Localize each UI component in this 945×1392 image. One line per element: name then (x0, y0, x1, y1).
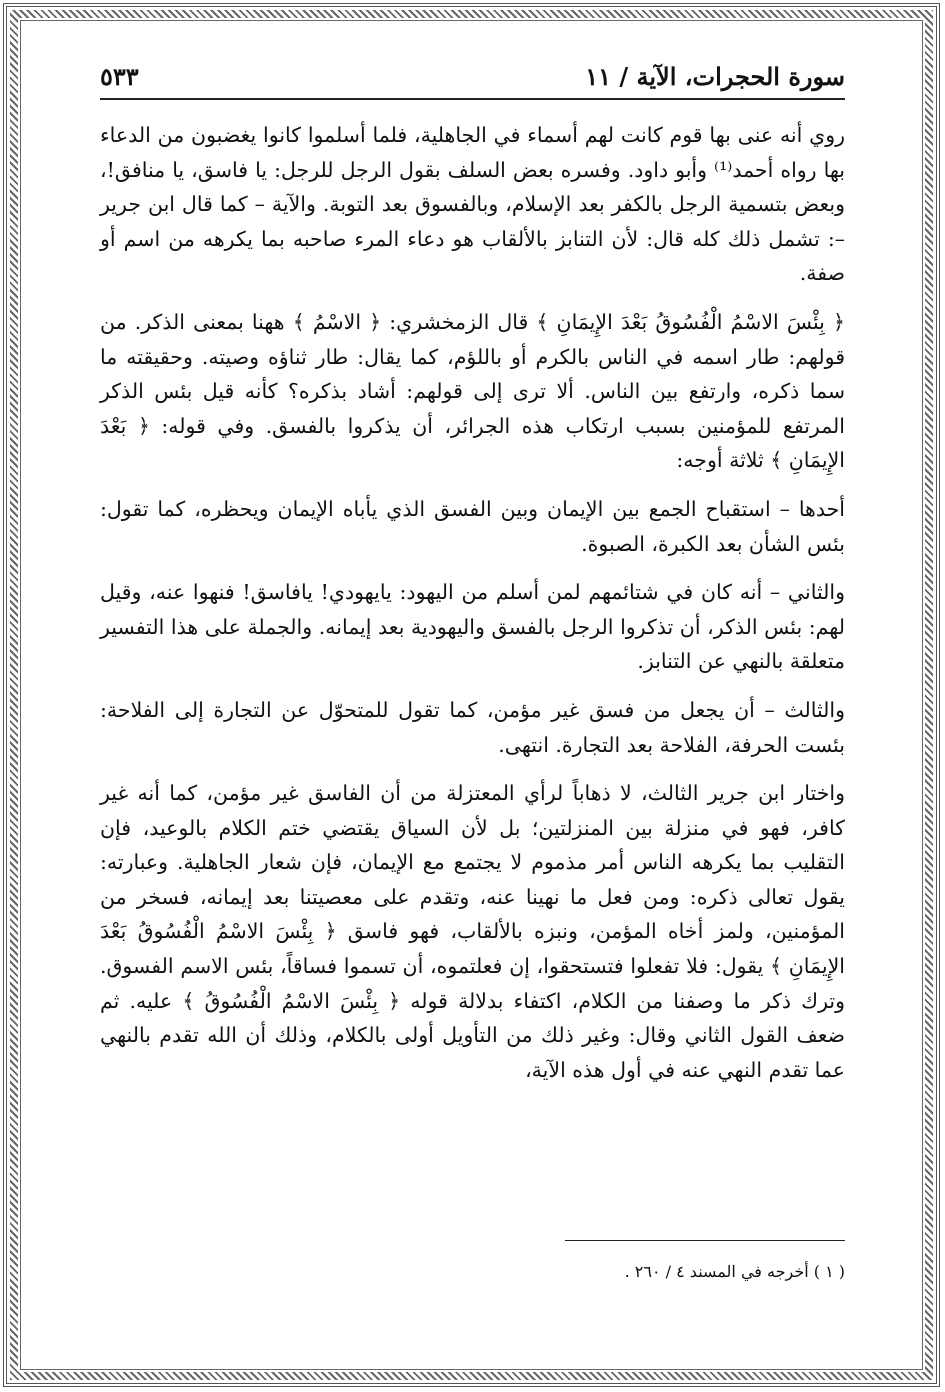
paragraph-5: والثالث – أن يجعل من فسق غير مؤمن، كما تقول للمتحوّل عن التجارة إلى الفلاحة: بئست الحرفة، الفلاحة بعد التجارة. انتهى. (100, 697, 845, 757)
paragraph-4: والثاني – أنه كان في شتائمهم لمن أسلم من اليهود: يايهودي! يافاسق! فنهوا عنه، وقيل لهم: بئس الذكر، أن تذكروا الرجل بالفسق واليهودية بعد إيمانه. والجملة على هذا التفسير متعلقة بالنهي عن التنابز. (100, 580, 845, 674)
paragraph-3: أحدها – استقباح الجمع بين الإيمان وبين الفسق الذي يأباه الإيمان ويحظره، كما تقول: بئس الشأن بعد الكبرة، الصبوة. (100, 496, 845, 556)
paragraph-6: واختار ابن جرير الثالث، لا ذهاباً لرأي المعتزلة من أن الفاسق غير مؤمن، كما أنه غير كافر، فهو في منزلة بين المنزلتين؛ بل لأن السياق يقتضي ختم الكلام بالوعيد، فإن التقليب بما يكرهه الناس أمر مذموم لا يجتمع مع الإيمان، فإن شعار الجاهلية. وعبارته: يقول تعالى ذكره: ومن فعل ما نهينا عنه، وتقدم على معصيتنا بعد إيمانه، فسخر من المؤمنين، ولمز أخاه المؤمن، ونبزه بالألقاب، فهو فاسق ﴿ بِئْسَ الاسْمُ الْفُسُوقُ بَعْدَ الإِيمَانِ ﴾ يقول: فلا تفعلوا فتستحقوا، إن فعلتموه، أن تسموا فساقاً، بئس الاسم الفسوق. وترك ذكر ما وصفنا من الكلام، اكتفاء بدلالة قوله ﴿ بِئْسَ الاسْمُ الْفُسُوقُ ﴾ عليه. ثم ضعف القول الثاني وقال: وغير ذلك من التأويل أولى بالكلام، وذلك أن الله تقدم بالنهي عما تقدم النهي عنه في أول هذه الآية، (100, 781, 845, 1082)
page-number: ٥٣٣ (100, 62, 139, 91)
footnote: ( ١ ) أخرجه في المسند ٤ / ٢٦٠ . (624, 1262, 845, 1281)
page-header (100, 58, 845, 100)
paragraph-1: روي أنه عنى بها قوم كانت لهم أسماء في الجاهلية، فلما أسلموا كانوا يغضبون من الدعاء بها رواه أحمد⁽¹⁾ وأبو داود. وفسره بعض السلف بقول الرجل للرجل: يا فاسق، يا منافق!، وبعض بتسمية الرجل بالكفر بعد الإسلام، وبالفسوق بعد التوبة. والآية – كما قال ابن جرير –: تشمل ذلك كله قال: لأن التنابز بالألقاب هو دعاء المرء صاحبه بما يكرهه من اسم أو صفة. (100, 123, 845, 286)
page-body (100, 118, 845, 1087)
footnote-rule (565, 1240, 845, 1241)
paragraph-2: ﴿ بِئْسَ الاسْمُ الْفُسُوقُ بَعْدَ الإِيمَانِ ﴾ قال الزمخشري: ﴿ الاسْمُ ﴾ ههنا بمعنى الذكر. من قولهم: طار اسمه في الناس بالكرم أو باللؤم، كما يقال: طار ثناؤه وصيته. وحقيقته ما سما ذكره، وارتفع بين الناس. ألا ترى إلى قولهم: أشاد بذكره؟ كأنه قيل بئس الذكر المرتفع للمؤمنين بسبب ارتكاب هذه الجرائر، أن يذكروا بالفسق. وفي قوله: ﴿ بَعْدَ الإِيمَانِ ﴾ ثلاثة أوجه: (100, 309, 845, 473)
running-title: سورة الحجرات، الآية / ١١ (585, 62, 845, 91)
